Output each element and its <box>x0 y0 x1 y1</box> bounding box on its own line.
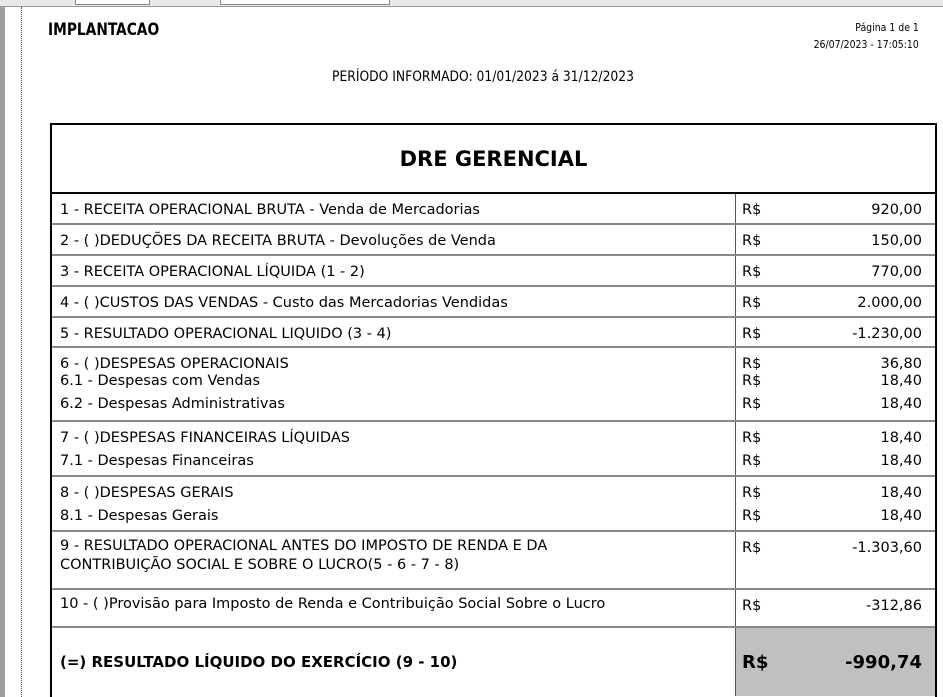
currency-symbol: R$ <box>742 202 762 218</box>
currency-symbol: R$ <box>742 396 762 412</box>
result-value-cell <box>736 628 935 696</box>
row-value-cell <box>736 256 935 285</box>
row-value-cell <box>736 477 935 530</box>
dre-row <box>52 477 935 532</box>
company-name: IMPLANTACAO <box>48 20 160 40</box>
result-label: (=) RESULTADO LÍQUIDO DO EXERCÍCIO (9 - 10) <box>52 628 736 696</box>
row-label-cell <box>52 194 736 223</box>
currency-symbol: R$ <box>742 430 762 446</box>
dre-row <box>52 532 935 590</box>
report-title: DRE GERENCIAL <box>52 125 935 194</box>
page-number: Página 1 de 1 <box>855 21 919 34</box>
row-value: 18,40 <box>880 485 922 501</box>
currency-symbol: R$ <box>742 508 762 524</box>
viewer-tab[interactable] <box>75 0 150 5</box>
dre-row <box>52 348 935 422</box>
row-label-cell <box>52 348 736 420</box>
row-value: 18,40 <box>880 396 922 412</box>
row-value-cell <box>736 532 935 588</box>
row-label-cell <box>52 532 736 588</box>
row-value-cell <box>736 422 935 475</box>
row-label: CONTRIBUIÇÃO SOCIAL E SOBRE O LUCRO(5 - 6 - 7 - 8) <box>60 557 460 573</box>
row-label: 3 - RECEITA OPERACIONAL LÍQUIDA (1 - 2) <box>60 264 365 280</box>
row-label-cell <box>52 422 736 475</box>
row-value-cell <box>736 348 935 420</box>
page-margin <box>5 7 22 697</box>
row-value: 18,40 <box>880 373 922 389</box>
dre-row <box>52 318 935 348</box>
currency-symbol: R$ <box>742 356 762 372</box>
row-label: 6.1 - Despesas com Vendas <box>60 373 261 389</box>
row-label: 5 - RESULTADO OPERACIONAL LIQUIDO (3 - 4) <box>60 326 392 342</box>
row-label: 7 - ( )DESPESAS FINANCEIRAS LÍQUIDAS <box>60 430 350 446</box>
row-label: 10 - ( )Provisão para Imposto de Renda e Contribuição Social Sobre o Lucro <box>60 596 606 612</box>
row-value: 2.000,00 <box>857 295 922 311</box>
row-value: 36,80 <box>880 356 922 372</box>
row-value: 18,40 <box>880 430 922 446</box>
currency-symbol: R$ <box>742 453 762 469</box>
row-label: 2 - ( )DEDUÇÕES DA RECEITA BRUTA - Devoluções de Venda <box>60 233 496 249</box>
currency-symbol: R$ <box>742 326 762 342</box>
row-label: 6.2 - Despesas Administrativas <box>60 396 285 412</box>
viewer-toolbar <box>0 0 943 7</box>
row-value: 18,40 <box>880 453 922 469</box>
row-label-cell <box>52 590 736 626</box>
currency-symbol: R$ <box>742 295 762 311</box>
dre-row <box>52 225 935 256</box>
row-label-cell <box>52 318 736 346</box>
currency-symbol: R$ <box>742 233 762 249</box>
currency-symbol: R$ <box>742 373 762 389</box>
dre-row <box>52 590 935 628</box>
row-label-cell <box>52 256 736 285</box>
row-value: -312,86 <box>866 598 922 614</box>
dre-row <box>52 287 935 318</box>
row-value: 770,00 <box>871 264 922 280</box>
result-value: -990,74 <box>845 651 922 673</box>
currency-symbol: R$ <box>742 540 762 556</box>
row-label-cell <box>52 287 736 316</box>
row-value: -1.303,60 <box>852 540 922 556</box>
row-value: 920,00 <box>871 202 922 218</box>
result-row <box>52 628 935 696</box>
dre-table <box>50 123 937 697</box>
row-value: 150,00 <box>871 233 922 249</box>
dre-row <box>52 194 935 225</box>
row-label: 4 - ( )CUSTOS DAS VENDAS - Custo das Mercadorias Vendidas <box>60 295 508 311</box>
row-label: 7.1 - Despesas Financeiras <box>60 453 254 469</box>
row-label: 9 - RESULTADO OPERACIONAL ANTES DO IMPOSTO DE RENDA E DA <box>60 538 548 554</box>
report-period: PERÍODO INFORMADO: 01/01/2023 á 31/12/2023 <box>332 69 634 85</box>
row-value: -1.230,00 <box>852 326 922 342</box>
currency-symbol: R$ <box>742 598 762 614</box>
row-value-cell <box>736 194 935 223</box>
row-value-cell <box>736 318 935 346</box>
row-label: 6 - ( )DESPESAS OPERACIONAIS <box>60 356 289 370</box>
report-datetime: 26/07/2023 - 17:05:10 <box>813 38 919 51</box>
row-label: 8.1 - Despesas Gerais <box>60 508 219 524</box>
viewer-field[interactable] <box>220 0 390 5</box>
currency-symbol: R$ <box>742 485 762 501</box>
dre-row <box>52 256 935 287</box>
row-value: 18,40 <box>880 508 922 524</box>
row-value-cell <box>736 287 935 316</box>
row-label: 8 - ( )DESPESAS GERAIS <box>60 485 234 501</box>
row-value-cell <box>736 225 935 254</box>
dre-row <box>52 422 935 477</box>
row-label-cell <box>52 477 736 530</box>
currency-symbol: R$ <box>742 651 769 673</box>
row-label-cell <box>52 225 736 254</box>
row-label: 1 - RECEITA OPERACIONAL BRUTA - Venda de Mercadorias <box>60 202 480 218</box>
currency-symbol: R$ <box>742 264 762 280</box>
row-value-cell <box>736 590 935 626</box>
